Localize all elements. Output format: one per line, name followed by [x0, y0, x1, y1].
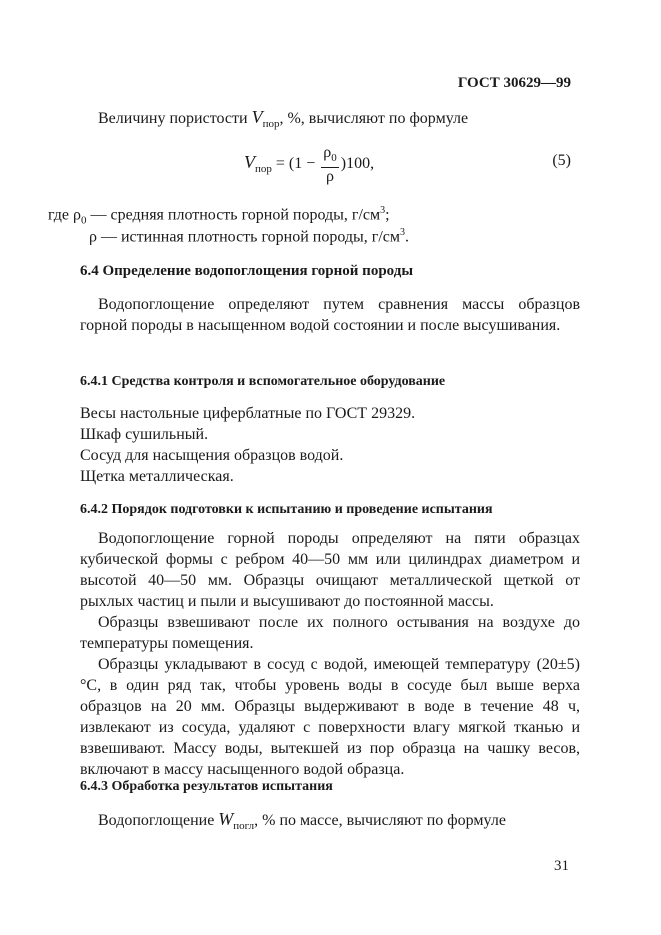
standard-header: ГОСТ 30629—99	[457, 75, 571, 91]
section-6-4-3-title: 6.4.3 Обработка результатов испытания	[80, 779, 333, 794]
numerator-sub: 0	[331, 152, 337, 164]
formula-5	[244, 144, 374, 185]
porosity-intro	[80, 107, 580, 135]
section-6-4-text: Водопоглощение определяют путем сравнения массы образцов горной породы в насыщенном водой состоянии и после высушивания.	[80, 296, 580, 334]
porosity-var-sub: пор	[262, 118, 280, 130]
legend-text: — истинная плотность горной породы, г/см	[96, 228, 400, 246]
legend-lead: где	[48, 206, 74, 224]
section-6-4-1-title: 6.4.1 Средства контроля и вспомогательное оборудование	[80, 374, 446, 389]
legend-symbol: ρ	[89, 228, 97, 246]
formula-lhs-sub: пор	[255, 163, 272, 176]
water-intro-text: Водопоглощение	[98, 812, 219, 829]
procedure-paragraph-3: Образцы укладывают в сосуд с водой, имеющей температуру (20±5) °С, в один ряд так, чтобы уровень воды в сосуде был выше верха образцов на 20 мм. Образцы выдерживают в воде в течение 48 ч, извлекают из сосуда, удаляют с поверхности влагу мягкой тканью и взвешивают. Массу воды, вытекшей из пор образца на чашку весов, включают в массу насыщенного водой образца.	[80, 656, 580, 778]
procedure-paragraph-2: Образцы взвешивают после их полного остывания на воздухе до температуры помещения.	[80, 614, 580, 652]
water-intro-after: , % по массе, вычисляют по формуле	[254, 812, 506, 829]
section-6-4-title: 6.4 Определение водопоглощения горной породы	[80, 263, 414, 279]
legend-end: ;	[385, 206, 390, 224]
list-item: Сосуд для насыщения образцов водой.	[80, 447, 344, 464]
legend-symbol: ρ	[73, 206, 81, 224]
porosity-intro-text: Величину пористости	[98, 110, 252, 127]
legend-row-2	[89, 222, 409, 248]
fraction-denominator: ρ	[326, 168, 334, 185]
equation-number: (5)	[552, 152, 571, 169]
page-number: 31	[554, 858, 569, 874]
fraction-numerator	[321, 144, 338, 168]
legend-end: .	[404, 228, 409, 246]
water-var-sub: погл	[233, 820, 255, 832]
section-6-4-2-title: 6.4.2 Порядок подготовки к испытанию и проведение испытания	[80, 502, 493, 517]
formula-lhs-var: V	[244, 152, 255, 173]
legend-text: — средняя плотность горной породы, г/см	[86, 206, 381, 224]
list-item: Щетка металлическая.	[80, 468, 234, 485]
legend-symbol-sub: 0	[81, 214, 87, 227]
list-item: Весы настольные циферблатные по ГОСТ 29329.	[80, 405, 416, 422]
legend-sup: 3	[380, 205, 386, 216]
formula-fraction	[321, 144, 338, 185]
water-absorption-intro	[80, 809, 580, 837]
list-item: Шкаф сушильный.	[80, 426, 209, 443]
water-var: W	[218, 809, 234, 829]
formula-tail: )100,	[340, 155, 375, 173]
formula-eq: = (1 −	[271, 155, 320, 173]
legend-sup: 3	[399, 227, 405, 238]
numerator-symbol: ρ	[323, 144, 332, 161]
porosity-var: V	[251, 107, 263, 127]
porosity-intro-after: , %, вычисляют по формуле	[279, 110, 469, 127]
equipment-list	[80, 403, 580, 487]
procedure-paragraph-1: Водопоглощение горной породы определяют на пяти образцах кубической формы с ребром 40—50 мм или цилиндрах диаметром и высотой 40—50 мм. Образцы очищают металлической щеткой от рыхлых частиц и пыли и высушивают до постоянной массы.	[80, 530, 580, 610]
